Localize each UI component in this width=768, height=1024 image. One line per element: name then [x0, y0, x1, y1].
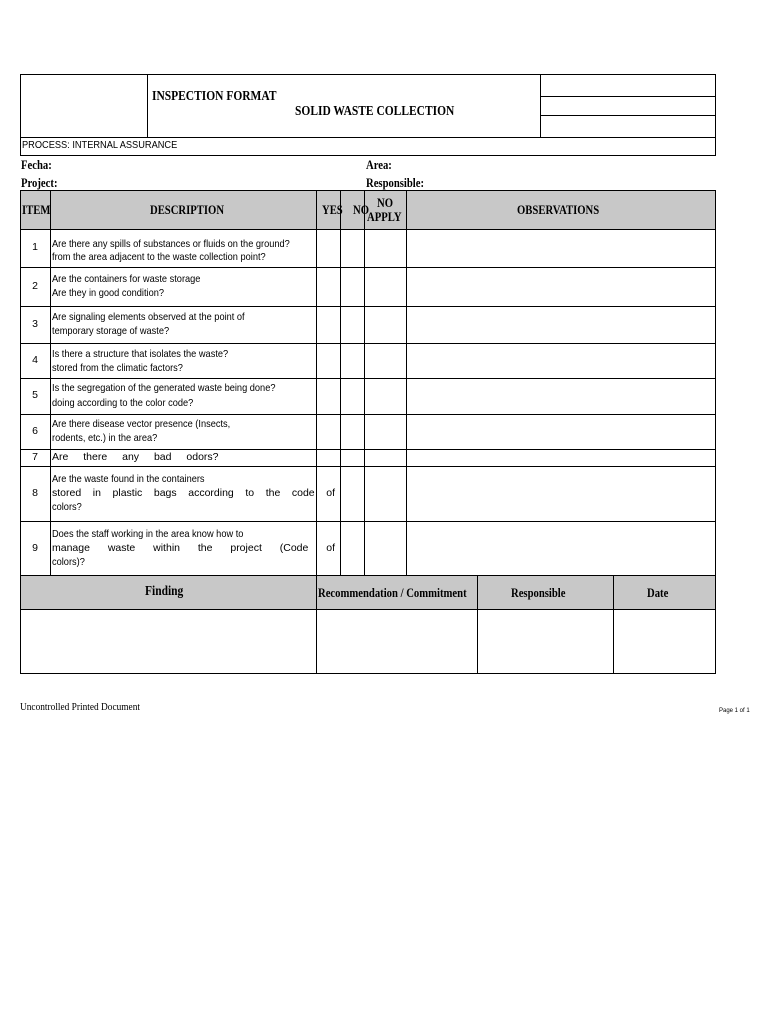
col-description: DESCRIPTION: [150, 202, 225, 217]
col-recommendation: Recommendation / Commitment: [318, 585, 467, 600]
row-description-line: Are there disease vector presence (Insects,: [52, 418, 231, 430]
row-description-line: Does the staff working in the area know how to: [52, 528, 244, 540]
col-yes: YES: [322, 202, 343, 217]
row-item-number: 8: [32, 487, 38, 499]
row-description-line: Is there a structure that isolates the waste?: [52, 348, 229, 360]
row-item-number: 9: [32, 542, 38, 554]
col-responsible: Responsible: [511, 585, 566, 600]
row-description-line: colors?: [52, 501, 82, 513]
row-description-line: from the area adjacent to the waste collection point?: [52, 251, 266, 263]
col-item: ITEM: [22, 202, 51, 217]
row-description-line: Are the containers for waste storage: [52, 273, 201, 285]
document-subtitle: SOLID WASTE COLLECTION: [295, 104, 455, 119]
col-no-apply-line2: APPLY: [367, 209, 402, 224]
page-number: Page 1 of 1: [719, 708, 750, 714]
row-description-line: manage waste within the project (Code of: [52, 542, 335, 554]
row-description-line: stored in plastic bags according to the code of: [52, 487, 335, 499]
process-label: PROCESS: INTERNAL ASSURANCE: [22, 139, 178, 151]
col-date: Date: [647, 585, 669, 600]
row-description-line: stored from the climatic factors?: [52, 362, 183, 374]
row-item-number: 7: [32, 451, 38, 463]
col-observations: OBSERVATIONS: [517, 202, 600, 217]
row-item-number: 4: [32, 354, 38, 366]
fecha-label: Fecha:: [21, 157, 52, 172]
row-description-line: rodents, etc.) in the area?: [52, 432, 158, 444]
uncontrolled-document-note: Uncontrolled Printed Document: [20, 701, 140, 713]
row-item-number: 3: [32, 318, 38, 330]
row-item-number: 1: [32, 241, 38, 253]
responsible-label: Responsible:: [366, 175, 425, 190]
row-description-line: Are signaling elements observed at the point of: [52, 311, 245, 323]
col-finding: Finding: [145, 584, 184, 599]
row-description-line: doing according to the color code?: [52, 397, 194, 409]
document-title: INSPECTION FORMAT: [152, 89, 277, 104]
row-description-line: Are there any spills of substances or fluids on the ground?: [52, 238, 290, 250]
row-description-line: Are they in good condition?: [52, 287, 164, 299]
col-no: NO: [353, 202, 369, 217]
row-item-number: 5: [32, 389, 38, 401]
row-item-number: 6: [32, 425, 38, 437]
row-item-number: 2: [32, 280, 38, 292]
project-label: Project:: [21, 175, 58, 190]
col-no-apply-line1: NO: [377, 195, 393, 210]
row-description-line: Are there any bad odors?: [52, 451, 219, 463]
row-description-line: temporary storage of waste?: [52, 325, 170, 337]
row-description-line: Are the waste found in the containers: [52, 473, 205, 485]
area-label: Area:: [366, 157, 392, 172]
row-description-line: colors)?: [52, 556, 85, 568]
row-description-line: Is the segregation of the generated waste being done?: [52, 382, 276, 394]
